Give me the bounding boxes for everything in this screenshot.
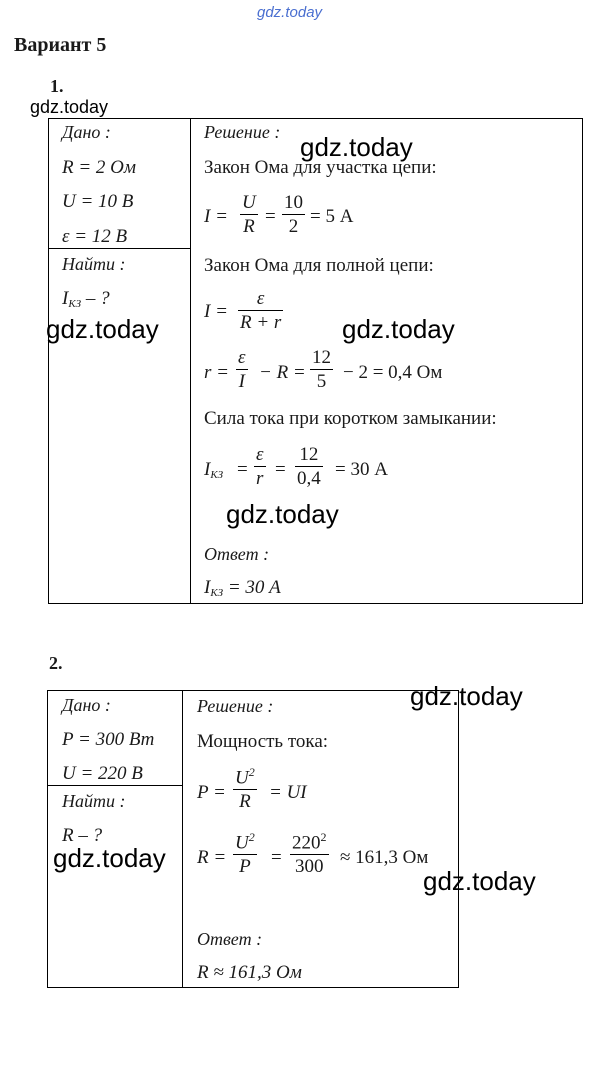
watermark: gdz.today [410,681,523,711]
task2-solution-label: Решение : [197,696,274,716]
task1-short-section: Сила тока при коротком замыкании: [204,408,497,429]
watermark: gdz.today [30,97,109,117]
task1-eq1-result: = 5 А [310,206,354,227]
task1-given-item: R = 2 Ом [62,157,137,178]
task1-eq3-frac1: ε I [238,347,246,392]
task1-eq3-mid: − R = [259,362,306,383]
task2-divider [182,690,183,988]
watermark: gdz.today [226,499,339,529]
task1-eq4-eq: = [237,459,248,480]
task1-eq3-lhs: r = [204,362,229,383]
task2-number: 2. [49,653,63,673]
task2-given-label: Дано : [62,695,111,715]
task1-solution-label: Решение : [204,122,281,142]
task2-answer-label: Ответ : [197,929,263,949]
task1-eq1-lhs: I = [204,206,228,227]
task1-eq4-frac1: ε r [256,444,264,489]
task1-given-label: Дано : [62,122,111,142]
task1-eq1-frac1: U R [242,192,256,237]
watermark: gdz.today [53,843,166,873]
task1-eq4-frac2: 12 0,4 [297,444,321,489]
task1-eq4-eq2: = [275,459,286,480]
watermark: gdz.today [300,132,413,162]
task1-given-divider [48,248,190,249]
task2-answer: R ≈ 161,3 Ом [197,962,302,983]
task2-eq2-result: ≈ 161,3 Ом [340,847,429,868]
task1-full-section: Закон Ома для полной цепи: [204,255,434,276]
task1-eq3-frac2: 12 5 [312,347,331,392]
task2-eq1-frac: $U^2$ R [235,765,255,813]
watermark: gdz.today [46,314,159,344]
task1-divider [190,118,191,604]
task2-eq1-lhs: P = [197,782,226,803]
task1-eq3-result: − 2 = 0,4 Ом [343,362,443,383]
task1-given-item: ε = 12 В [62,226,128,247]
watermark-top: gdz.today [257,4,323,21]
task2-eq2-frac1: $U^2$ P [235,830,255,878]
task2-eq2-lhs: R = [197,847,227,868]
task2-given-item: U = 220 В [62,763,143,784]
task1-given-item: U = 10 В [62,191,134,212]
task2-eq2-eq: = [271,847,282,868]
task2-find: R – ? [62,825,103,846]
task1-find-label: Найти : [62,254,126,274]
task1-find: $I_{КЗ}$ – ? [62,288,110,310]
task1-answer: $I_{КЗ} = 30$ А [204,577,281,599]
task1-eq1-frac2: 10 2 [284,192,303,237]
watermark: gdz.today [342,314,455,344]
task1-eq1-eq: = [265,206,276,227]
task2-given-divider [47,785,182,786]
task1-eq2-lhs: I = [204,301,228,322]
task1-eq4-lhs: $I_{КЗ}$ [204,459,224,481]
task1-eq2-frac: ε R + r [240,288,282,333]
task2-eq2-frac2: $220^2$ 300 [292,830,327,878]
task1-answer-label: Ответ : [204,544,270,564]
watermark: gdz.today [423,866,536,896]
page-title: Вариант 5 [14,34,107,56]
task1-number: 1. [50,76,64,96]
task2-eq1-result: = UI [269,782,307,803]
task1-eq4-result: = 30 А [335,459,388,480]
task2-power-section: Мощность тока: [197,731,329,752]
task2-find-label: Найти : [62,791,126,811]
task2-given-item: P = 300 Вт [62,729,155,750]
task1-ohm-section: Закон Ома для участка цепи: [204,157,437,178]
